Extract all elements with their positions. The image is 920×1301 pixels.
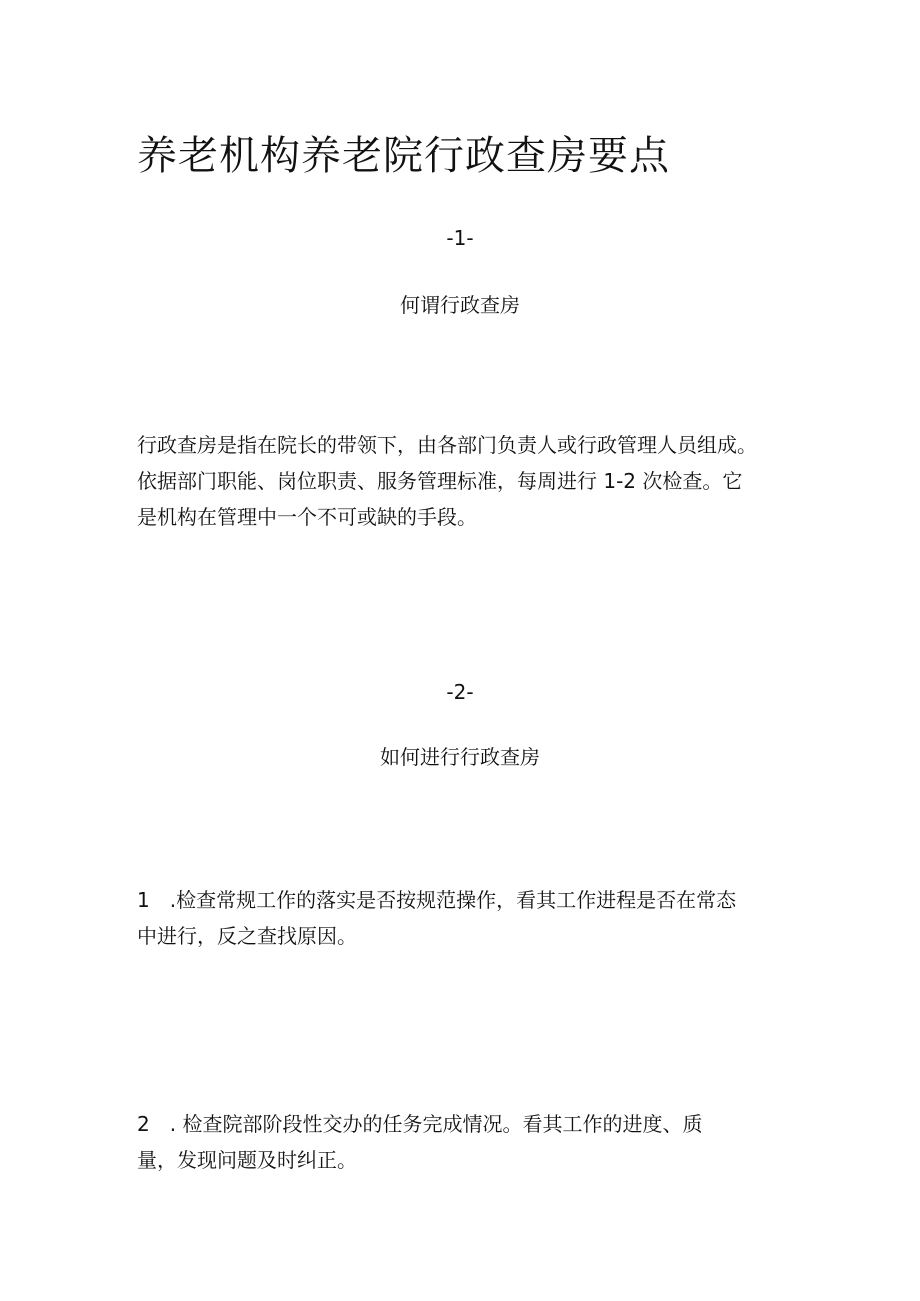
document-title: 养老机构养老院行政查房要点 [137,133,670,179]
section-1-paragraph [137,427,757,535]
list-item-line: 量，发现问题及时纠正。 [137,1148,357,1172]
list-item-line: 中进行，反之查找原因。 [137,924,357,948]
list-item-1 [137,882,736,954]
section-heading-2: 如何进行行政查房 [380,745,540,769]
list-item-2 [137,1106,702,1178]
list-item-line: 2 . 检查院部阶段性交办的任务完成情况。看其工作的进度、质 [137,1112,703,1136]
section-number-2: -2- [446,680,474,704]
section-number-1: -1- [446,226,474,250]
paragraph-line: 是机构在管理中一个不可或缺的手段。 [137,505,477,529]
list-item-line: 1 .检查常规工作的落实是否按规范操作，看其工作进程是否在常态 [137,888,737,912]
section-heading-1: 何谓行政查房 [400,293,520,317]
paragraph-line: 行政查房是指在院长的带领下，由各部门负责人或行政管理人员组成。 [137,433,757,457]
paragraph-line: 依据部门职能、岗位职责、服务管理标准，每周进行 1-2 次检查。它 [137,469,743,493]
